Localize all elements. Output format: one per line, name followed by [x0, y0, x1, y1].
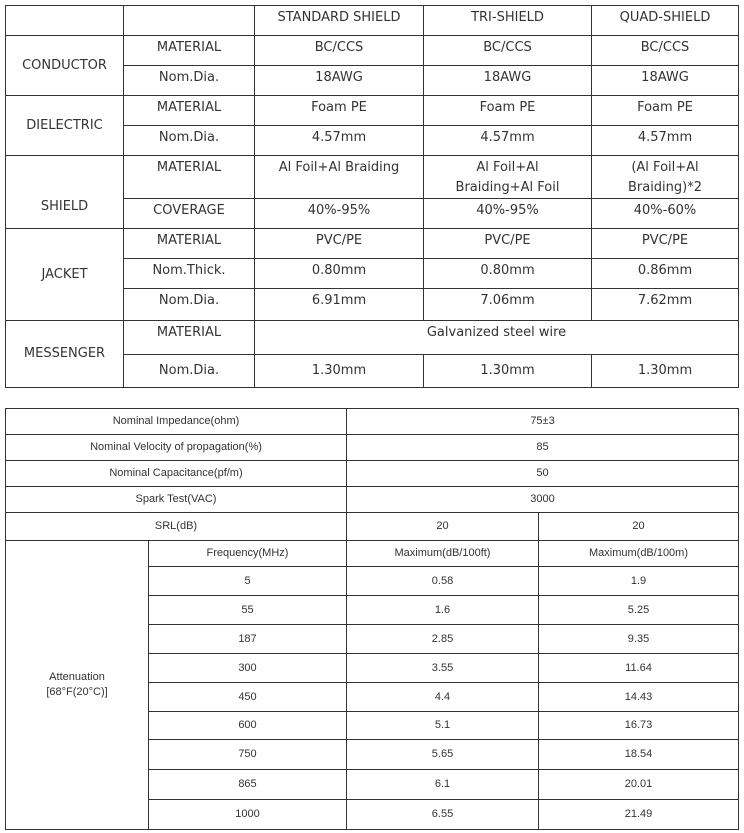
- row-label: MATERIAL: [124, 36, 255, 66]
- param-value: 85: [347, 435, 739, 461]
- srl-row: [6, 513, 739, 541]
- messenger-material-row: [6, 321, 739, 355]
- spec-value: 1.30mm: [424, 355, 592, 388]
- corner-cell: [6, 6, 124, 36]
- header-quad-shield: QUAD-SHIELD: [592, 6, 739, 36]
- attenuation-ft-cell: 1.6: [347, 596, 539, 625]
- spec-value: 18AWG: [424, 66, 592, 96]
- attenuation-ft-cell: 5.1: [347, 712, 539, 740]
- spec-value: PVC/PE: [255, 229, 424, 259]
- dielectric-material-row: [6, 96, 739, 126]
- corner-cell: [124, 6, 255, 36]
- row-label: Nom.Thick.: [124, 259, 255, 289]
- spec-value: 40%-95%: [424, 199, 592, 229]
- attenuation-ft-cell: 3.55: [347, 654, 539, 683]
- conductor-material-row: [6, 36, 739, 66]
- param-label: Spark Test(VAC): [6, 487, 347, 513]
- column-header: Maximum(dB/100m): [539, 541, 739, 567]
- spec-value: 4.57mm: [255, 126, 424, 156]
- param-label: Nominal Velocity of propagation(%): [6, 435, 347, 461]
- spec-value: 40%-95%: [255, 199, 424, 229]
- spec-value: 0.80mm: [424, 259, 592, 289]
- attenuation-ft-cell: 6.1: [347, 770, 539, 800]
- row-label: MATERIAL: [124, 96, 255, 126]
- attenuation-label: [6, 541, 149, 830]
- spec-value: PVC/PE: [592, 229, 739, 259]
- jacket-material-row: [6, 229, 739, 259]
- param-label: SRL(dB): [6, 513, 347, 541]
- impedance-row: [6, 409, 739, 435]
- spec-value: 4.57mm: [424, 126, 592, 156]
- spec-value: 18AWG: [592, 66, 739, 96]
- param-value: 3000: [347, 487, 739, 513]
- attenuation-label-line2: [68°F(20°C)]: [46, 686, 108, 698]
- row-label: Nom.Dia.: [124, 355, 255, 388]
- attenuation-m-cell: 11.64: [539, 654, 739, 683]
- attenuation-label-line1: Attenuation: [49, 671, 105, 683]
- attenuation-m-cell: 1.9: [539, 567, 739, 596]
- frequency-cell: 450: [149, 683, 347, 712]
- spec-value: (Al Foil+Al Braiding)*2: [592, 156, 739, 199]
- spec-value: 40%-60%: [592, 199, 739, 229]
- frequency-cell: 600: [149, 712, 347, 740]
- attenuation-ft-cell: 5.65: [347, 740, 539, 770]
- header-tri-shield: TRI-SHIELD: [424, 6, 592, 36]
- attenuation-m-cell: 5.25: [539, 596, 739, 625]
- spark-test-row: [6, 487, 739, 513]
- attenuation-ft-cell: 2.85: [347, 625, 539, 654]
- spec-value: 7.62mm: [592, 289, 739, 321]
- spec-value: BC/CCS: [592, 36, 739, 66]
- row-label: COVERAGE: [124, 199, 255, 229]
- spec-value: Al Foil+Al Braiding+Al Foil: [424, 156, 592, 199]
- param-label: Nominal Impedance(ohm): [6, 409, 347, 435]
- frequency-cell: 750: [149, 740, 347, 770]
- velocity-row: [6, 435, 739, 461]
- attenuation-ft-cell: 0.58: [347, 567, 539, 596]
- header-standard-shield: STANDARD SHIELD: [255, 6, 424, 36]
- shield-material-row: [6, 156, 739, 199]
- spec-value: 6.91mm: [255, 289, 424, 321]
- spec-value: 1.30mm: [592, 355, 739, 388]
- frequency-cell: 187: [149, 625, 347, 654]
- spec-value: BC/CCS: [255, 36, 424, 66]
- attenuation-m-cell: 16.73: [539, 712, 739, 740]
- spec-value-merged: Galvanized steel wire: [255, 321, 739, 355]
- conductor-label: CONDUCTOR: [6, 36, 124, 96]
- column-header: Frequency(MHz): [149, 541, 347, 567]
- frequency-cell: 865: [149, 770, 347, 800]
- param-value: 75±3: [347, 409, 739, 435]
- spec-value: 0.86mm: [592, 259, 739, 289]
- spec-value: PVC/PE: [424, 229, 592, 259]
- messenger-label: MESSENGER: [6, 321, 124, 388]
- row-label: MATERIAL: [124, 229, 255, 259]
- param-value: 20: [347, 513, 539, 541]
- spec-value: Foam PE: [424, 96, 592, 126]
- attenuation-m-cell: 18.54: [539, 740, 739, 770]
- attenuation-header-row: [6, 541, 739, 567]
- spec-value: 18AWG: [255, 66, 424, 96]
- frequency-cell: 5: [149, 567, 347, 596]
- electrical-spec-table: [5, 408, 739, 830]
- param-value: 20: [539, 513, 739, 541]
- spec-value: 7.06mm: [424, 289, 592, 321]
- spec-value: 4.57mm: [592, 126, 739, 156]
- attenuation-m-cell: 14.43: [539, 683, 739, 712]
- spec-value: Al Foil+Al Braiding: [255, 156, 424, 199]
- param-label: Nominal Capacitance(pf/m): [6, 461, 347, 487]
- attenuation-m-cell: 9.35: [539, 625, 739, 654]
- frequency-cell: 55: [149, 596, 347, 625]
- spec-value: 1.30mm: [255, 355, 424, 388]
- attenuation-ft-cell: 4.4: [347, 683, 539, 712]
- spec-value: Foam PE: [255, 96, 424, 126]
- spec-value: BC/CCS: [424, 36, 592, 66]
- shield-label: SHIELD: [6, 156, 124, 229]
- frequency-cell: 300: [149, 654, 347, 683]
- column-header: Maximum(dB/100ft): [347, 541, 539, 567]
- attenuation-m-cell: 21.49: [539, 800, 739, 830]
- row-label: Nom.Dia.: [124, 289, 255, 321]
- capacitance-row: [6, 461, 739, 487]
- row-label: Nom.Dia.: [124, 126, 255, 156]
- jacket-label: JACKET: [6, 229, 124, 321]
- row-label: MATERIAL: [124, 156, 255, 199]
- row-label: Nom.Dia.: [124, 66, 255, 96]
- attenuation-m-cell: 20.01: [539, 770, 739, 800]
- header-row: [6, 6, 739, 36]
- row-label: MATERIAL: [124, 321, 255, 355]
- attenuation-ft-cell: 6.55: [347, 800, 539, 830]
- param-value: 50: [347, 461, 739, 487]
- spec-value: 0.80mm: [255, 259, 424, 289]
- frequency-cell: 1000: [149, 800, 347, 830]
- dielectric-label: DIELECTRIC: [6, 96, 124, 156]
- spec-value: Foam PE: [592, 96, 739, 126]
- construction-spec-table: [5, 5, 739, 388]
